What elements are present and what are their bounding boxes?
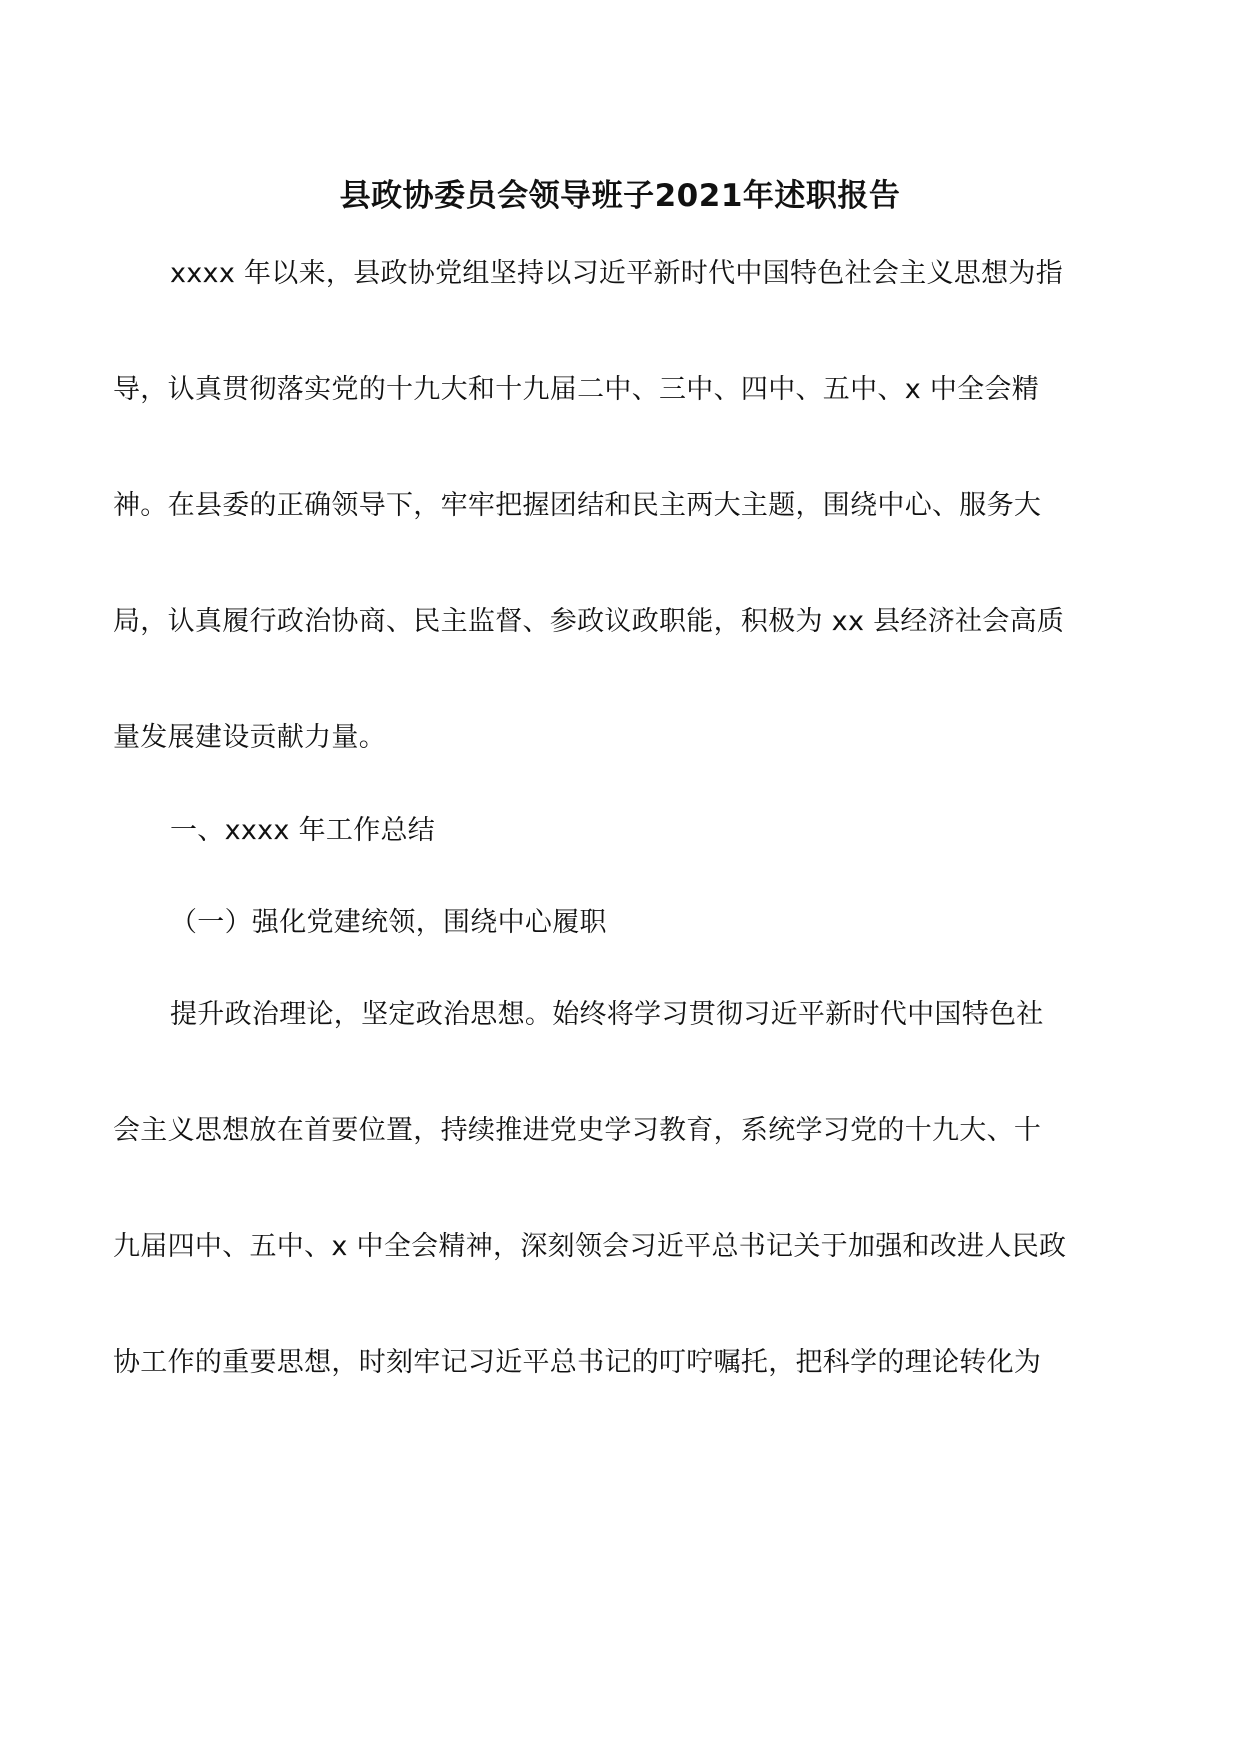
paragraph-line: 会主义思想放在首要位置，持续推进党史学习教育，系统学习党的十九大、十 <box>113 1115 1042 1146</box>
paragraph-line: xxxx 年以来，县政协党组坚持以习近平新时代中国特色社会主义思想为指 <box>170 258 1063 289</box>
paragraph-line: 九届四中、五中、x 中全会精神，深刻领会习近平总书记关于加强和改进人民政 <box>113 1231 1067 1262</box>
paragraph-line: 神。在县委的正确领导下，牢牢把握团结和民主两大主题，围绕中心、服务大 <box>113 490 1042 521</box>
paragraph-line: 协工作的重要思想，时刻牢记习近平总书记的叮咛嘱托，把科学的理论转化为 <box>113 1347 1042 1378</box>
paragraph-line: 量发展建设贡献力量。 <box>113 722 386 753</box>
paragraph-line: 提升政治理论，坚定政治思想。始终将学习贯彻习近平新时代中国特色社 <box>170 999 1044 1030</box>
section-heading: 一、xxxx 年工作总结 <box>170 815 436 846</box>
document-title: 县政协委员会领导班子2021年述职报告 <box>339 178 901 214</box>
subsection-heading: （一）强化党建统领，围绕中心履职 <box>170 907 607 938</box>
paragraph-line: 导，认真贯彻落实党的十九大和十九届二中、三中、四中、五中、x 中全会精 <box>113 374 1040 405</box>
paragraph-line: 局，认真履行政治协商、民主监督、参政议政职能，积极为 xx 县经济社会高质 <box>113 606 1065 637</box>
